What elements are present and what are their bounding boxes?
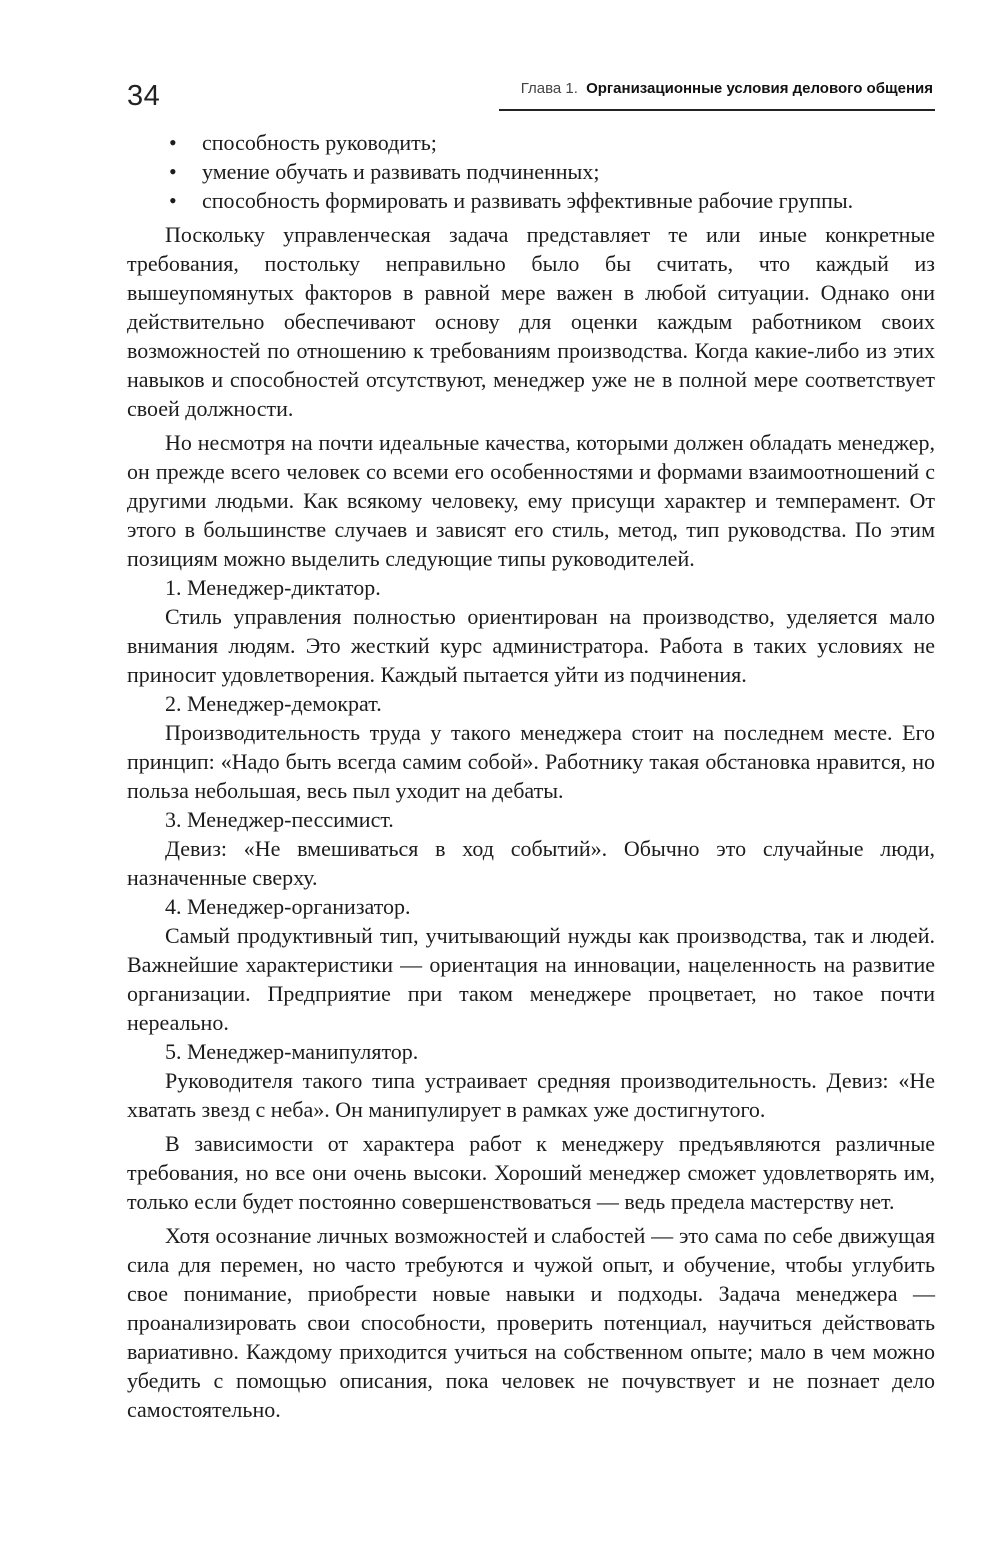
bullet-text: способность формировать и развивать эффективные рабочие группы. [202, 188, 854, 213]
bullet-text: способность руководить; [202, 130, 437, 155]
manager-type-description: Стиль управления полностью ориентирован на производство, уделяется мало внимания людям. Это жесткий курс администратора. Работа в таких условиях не приносит удовлетворения. Каждый пытается уйти из подчинения. [127, 604, 935, 687]
header-rule [499, 109, 935, 111]
manager-type-title: 5. Менеджер-манипулятор. [165, 1039, 419, 1064]
manager-type-title: 4. Менеджер-организатор. [165, 894, 411, 919]
bullet-icon: • [169, 188, 177, 213]
manager-type-title: 2. Менеджер-демократ. [165, 691, 382, 716]
manager-type-description: Самый продуктивный тип, учитывающий нужды как производства, так и людей. Важнейшие характеристики — ориентация на инновации, нацеленность на развитие организации. Предприятие при таком менеджере процветает, но такое почти нереально. [127, 923, 935, 1035]
manager-type-title: 3. Менеджер-пессимист. [165, 807, 394, 832]
paragraph-factors: Поскольку управленческая задача представляет те или иные конкретные требования, постольку неправильно было бы считать, что каждый из вышеупомянутых факторов в равной мере важен в любой ситуации. Однако они действительно обеспечивают основу для оценки каждым работником своих возможностей по отношению к требованиям производства. Когда какие-либо из этих навыков и способностей отсутствуют, менеджер уже не в полной мере соответствует своей должности. [127, 222, 935, 421]
manager-type-description: Девиз: «Не вмешиваться в ход событий». Обычно это случайные люди, назначенные сверху. [127, 836, 935, 890]
paragraph-requirements: В зависимости от характера работ к менеджеру предъявляются различные требования, но все они очень высоки. Хороший менеджер сможет удовлетворять им, только если будет постоянно совершенствоваться — ведь предела мастерству нет. [127, 1131, 935, 1214]
manager-type-description: Руководителя такого типа устраивает средняя производительность. Девиз: «Не хватать звезд с неба». Он манипулирует в рамках уже достигнутого. [127, 1068, 935, 1122]
chapter-title: Организационные условия делового общения [586, 80, 933, 97]
manager-type-title: 1. Менеджер-диктатор. [165, 575, 381, 600]
bullet-list [127, 128, 935, 215]
bullet-item [127, 157, 935, 186]
bullet-icon: • [169, 159, 177, 184]
page-number: 34 [127, 80, 161, 112]
page-body [127, 128, 935, 1424]
bullet-text: умение обучать и развивать подчиненных; [202, 159, 600, 184]
paragraph-manager-personality: Но несмотря на почти идеальные качества, которыми должен обладать менеджер, он прежде всего человек со всеми его особенностями и формами взаимоотношений с другими людьми. Как всякому человеку, ему присущи характер и темперамент. От этого в большинстве случаев и зависят его стиль, метод, тип руководства. По этим позициям можно выделить следующие типы руководителей. [127, 430, 935, 571]
manager-type-description: Производительность труда у такого менеджера стоит на последнем месте. Его принцип: «Надо быть всегда самим собой». Работнику такая обстановка нравится, но польза небольшая, весь пыл уходит на дебаты. [127, 720, 935, 803]
paragraph-self-awareness: Хотя осознание личных возможностей и слабостей — это сама по себе движущая сила для перемен, но часто требуются и чужой опыт, и обучение, чтобы углубить свое понимание, приобрести новые навыки и подходы. Задача менеджера — проанализировать свои способности, проверить потенциал, научиться действовать вариативно. Каждому приходится учиться на собственном опыте; мало в чем можно убедить с помощью описания, пока человек не почувствует и не познает дело самостоятельно. [127, 1223, 935, 1422]
running-header [127, 76, 935, 112]
bullet-item [127, 128, 935, 157]
chapter-label: Глава 1. [520, 80, 578, 97]
bullet-item [127, 186, 935, 215]
bullet-icon: • [169, 130, 177, 155]
running-head [521, 80, 933, 97]
